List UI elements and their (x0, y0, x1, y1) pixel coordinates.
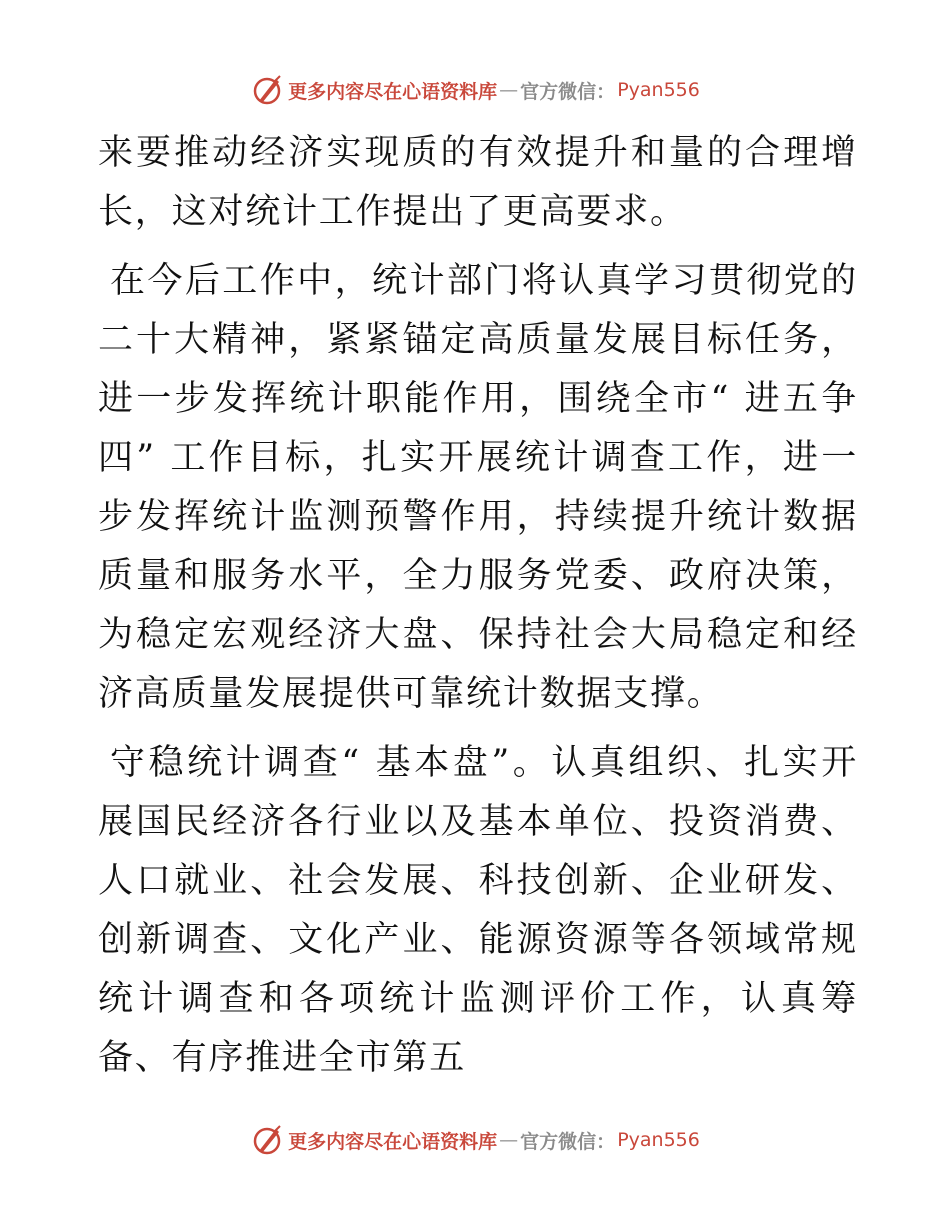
header-watermark (0, 70, 950, 110)
document-body (98, 124, 858, 1098)
paragraph-1: 来要推动经济实现质的有效提升和量的合理增长，这对统计工作提出了更高要求。 (98, 133, 858, 232)
footer-watermark (0, 1120, 950, 1160)
quill-logo-icon (250, 1123, 284, 1157)
watermark-wechat-label: 官方微信： (520, 1130, 616, 1153)
watermark-dash: — (499, 79, 519, 101)
watermark-main-text: 更多内容尽在心语资料库 (288, 80, 498, 103)
watermark-wechat-id: Pyan556 (617, 1129, 700, 1151)
paragraph-2: 在今后工作中，统计部门将认真学习贯彻党的二十大精神，紧紧锚定高质量发展目标任务，进一步发挥统计职能作用，围绕全市“ 进五争四” 工作目标，扎实开展统计调查工作，进一步发挥统计监测预警作用，持续提升统计数据质量和服务水平，全力服务党委、政府决策，为稳定宏观经济大盘、保持社会大局稳定和经济高质量发展提供可靠统计数据支撑。 (98, 261, 858, 714)
paragraph-3: 守稳统计调查“ 基本盘”。认真组织、扎实开展国民经济各行业以及基本单位、投资消费、人口就业、社会发展、科技创新、企业研发、创新调查、文化产业、能源资源等各领域常规统计调查和各项统计监测评价工作，认真筹备、有序推进全市第五 (98, 743, 858, 1078)
watermark-wechat-id: Pyan556 (617, 79, 700, 101)
watermark-main-text: 更多内容尽在心语资料库 (288, 1130, 498, 1153)
quill-logo-icon (250, 73, 284, 107)
watermark-dash: — (499, 1129, 519, 1151)
watermark-wechat-label: 官方微信： (520, 80, 616, 103)
